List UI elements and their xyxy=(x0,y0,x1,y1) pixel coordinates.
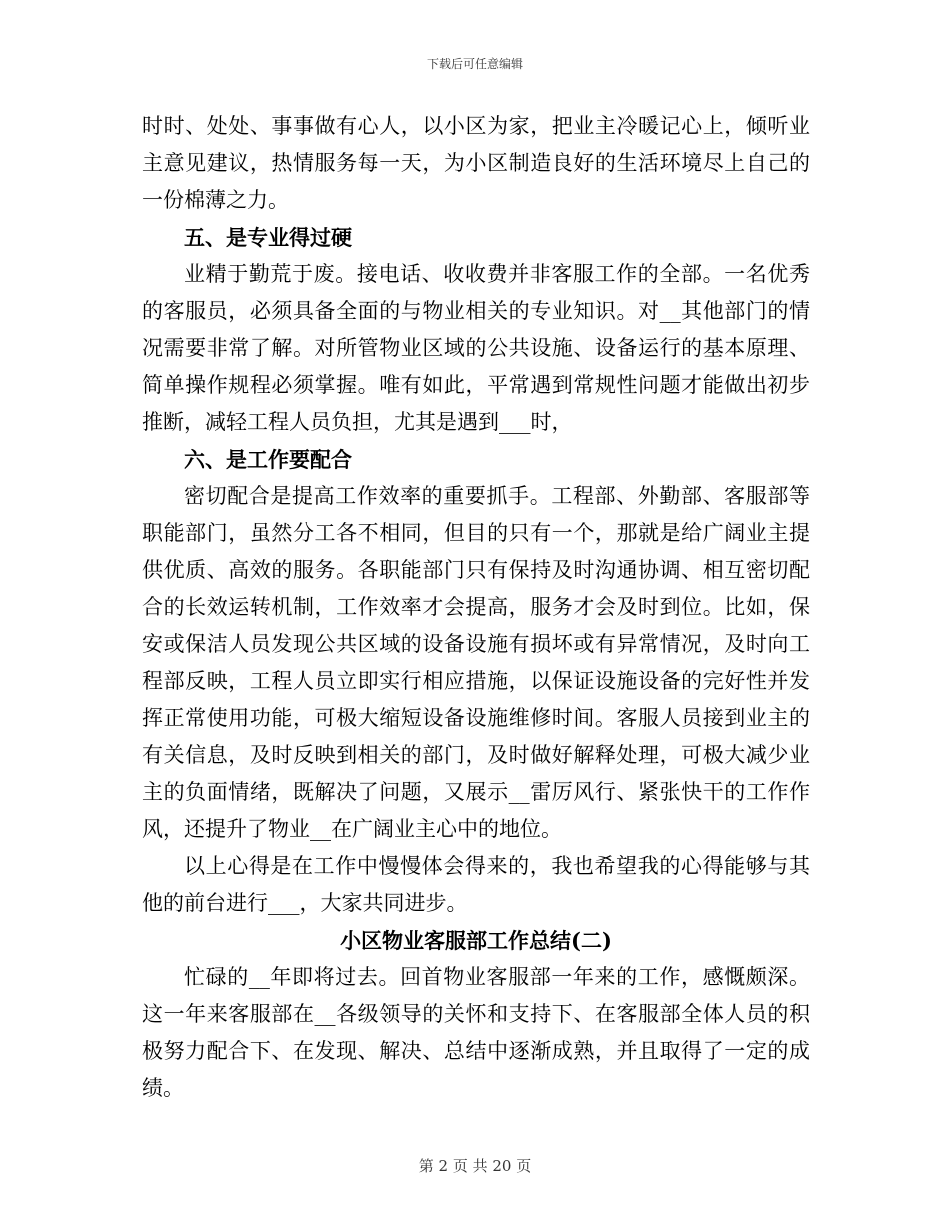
paragraph-continuation: 时时、处处、事事做有心人，以小区为家，把业主冷暖记心上，倾听业主意见建议，热情服务每一天，为小区制造良好的生活环境尽上自己的一份棉薄之力。 xyxy=(142,114,810,212)
paragraph-summary-intro: 忙碌的__年即将过去。回首物业客服部一年来的工作，感慨颇深。这一年来客服部在__各级领导的关怀和支持下、在客服部全体人员的积极努力配合下、在发现、解决、总结中逐渐成熟，并且取得了一定的成绩。 xyxy=(142,965,810,1100)
page-number: 第 2 页 共 20 页 xyxy=(418,1157,532,1175)
section-heading-six: 六、是工作要配合 xyxy=(184,447,352,472)
paragraph-professional: 业精于勤荒于废。接电话、收收费并非客服工作的全部。一名优秀的客服员，必须具备全面的与物业相关的专业知识。对__其他部门的情况需要非常了解。对所管物业区域的公共设施、设备运行的基本原理、简单操作规程必须掌握。唯有如此，平常遇到常规性问题才能做出初步推断，减轻工程人员负担，尤其是遇到___时， xyxy=(142,262,810,434)
document-body xyxy=(142,108,810,1107)
paragraph-conclusion: 以上心得是在工作中慢慢体会得来的，我也希望我的心得能够与其他的前台进行___，大家共同进步。 xyxy=(142,854,810,915)
header-note: 下载后可任意编辑 xyxy=(426,57,523,71)
paragraph-cooperation: 密切配合是提高工作效率的重要抓手。工程部、外勤部、客服部等职能部门，虽然分工各不相同，但目的只有一个，那就是给广阔业主提供优质、高效的服务。各职能部门只有保持及时沟通协调、相互密切配合的长效运转机制，工作效率才会提高，服务才会及时到位。比如，保安或保洁人员发现公共区域的设备设施有损坏或有异常情况，及时向工程部反映，工程人员立即实行相应措施，以保证设施设备的完好性并发挥正常使用功能，可极大缩短设备设施维修时间。客服人员接到业主的有关信息，及时反映到相关的部门，及时做好解释处理，可极大减少业主的负面情绪，既解决了问题，又展示__雷厉风行、紧张快干的工作作风，还提升了物业__在广阔业主心中的地位。 xyxy=(142,484,810,841)
document-title: 小区物业客服部工作总结(二) xyxy=(340,928,612,953)
section-heading-five: 五、是专业得过硬 xyxy=(184,225,352,250)
